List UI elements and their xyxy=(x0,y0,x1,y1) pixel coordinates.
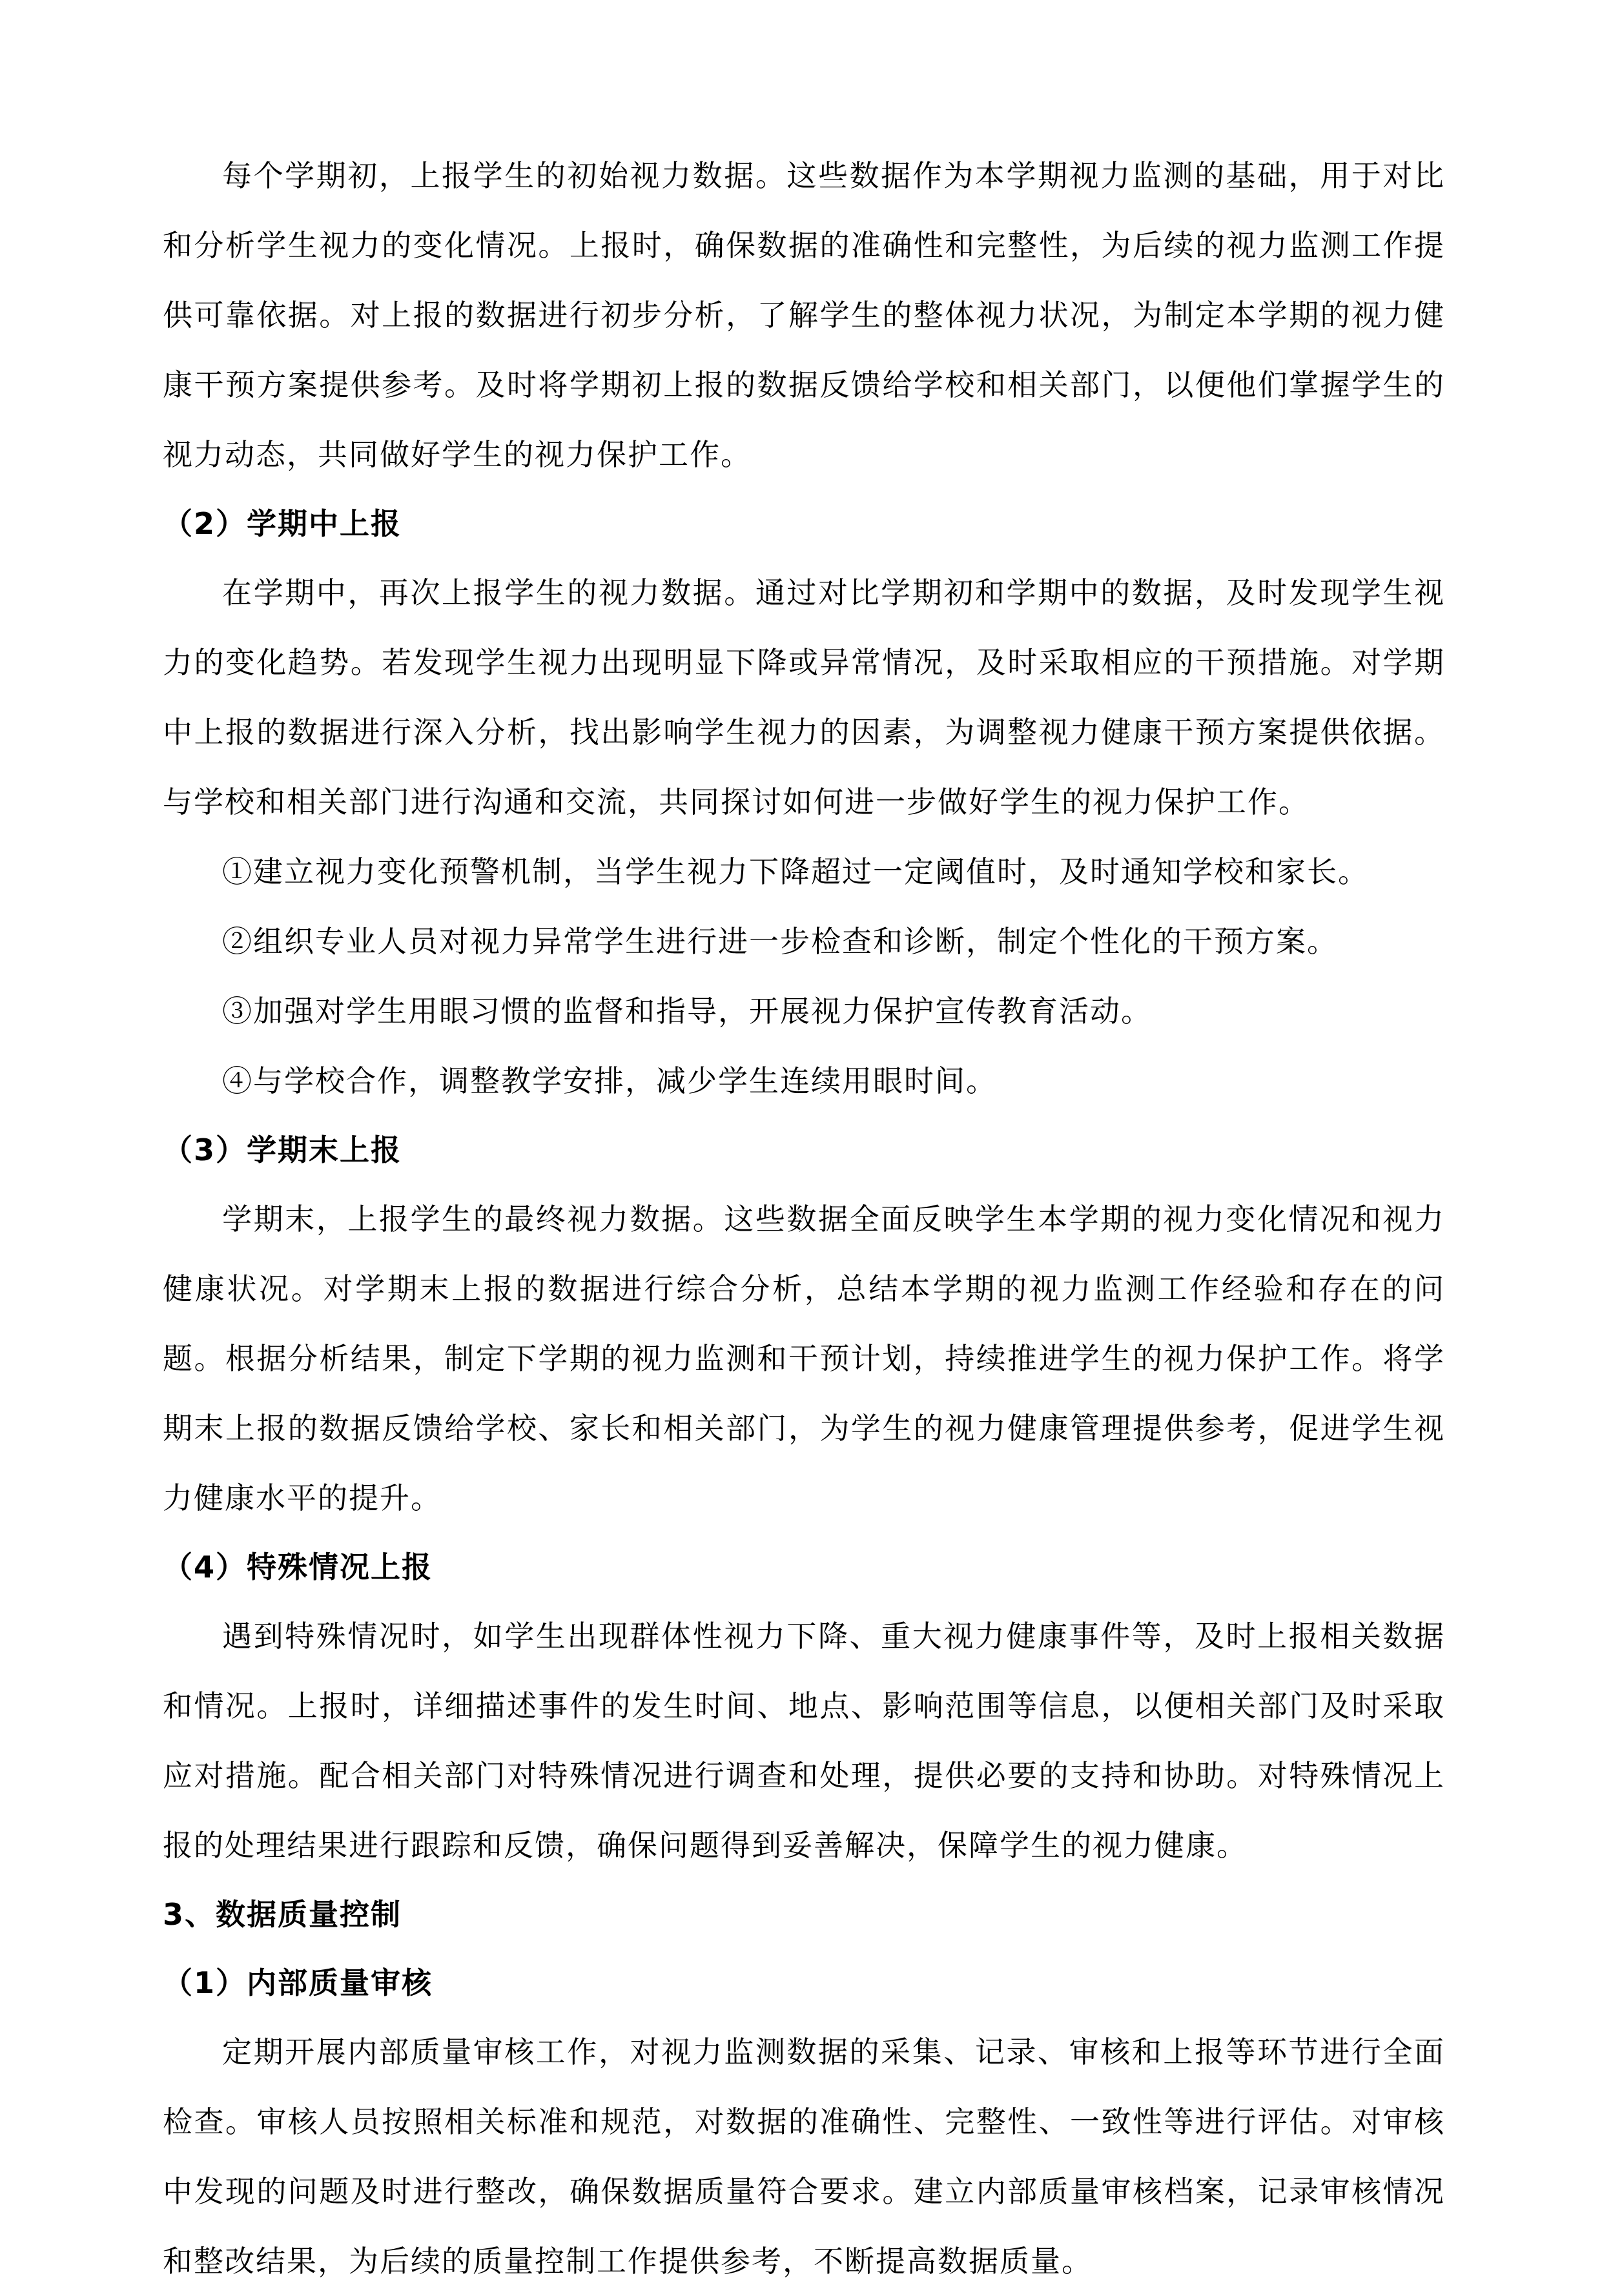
paragraph-internal-audit: 定期开展内部质量审核工作，对视力监测数据的采集、记录、审核和上报等环节进行全面检查。审核人员按照相关标准和规范，对数据的准确性、完整性、一致性等进行评估。对审核中发现的问题及时进行整改，确保数据质量符合要求。建立内部质量审核档案，记录审核情况和整改结果，为后续的质量控制工作提供参考，不断提高数据质量。 xyxy=(163,2035,1445,2279)
list-item: ①建立视力变化预警机制，当学生视力下降超过一定阈值时，及时通知学校和家长。 xyxy=(222,854,1369,889)
heading-data-quality: 3、数据质量控制 xyxy=(163,1897,402,1932)
heading-internal-audit: （1）内部质量审核 xyxy=(163,1965,433,2000)
paragraph-semester-end: 学期末，上报学生的最终视力数据。这些数据全面反映学生本学期的视力变化情况和视力健康状况。对学期末上报的数据进行综合分析，总结本学期的视力监测工作经验和存在的问题。根据分析结果，制定下学期的视力监测和干预计划，持续推进学生的视力保护工作。将学期末上报的数据反馈给学校、家长和相关部门，为学生的视力健康管理提供参考，促进学生视力健康水平的提升。 xyxy=(163,1202,1445,1515)
document-body xyxy=(163,141,1445,2296)
heading-mid-semester: （2）学期中上报 xyxy=(163,506,402,541)
list-item: ③加强对学生用眼习惯的监督和指导，开展视力保护宣传教育活动。 xyxy=(222,994,1152,1029)
paragraph-mid-semester: 在学期中，再次上报学生的视力数据。通过对比学期初和学期中的数据，及时发现学生视力的变化趋势。若发现学生视力出现明显下降或异常情况，及时采取相应的干预措施。对学期中上报的数据进行深入分析，找出影响学生视力的因素，为调整视力健康干预方案提供依据。与学校和相关部门进行沟通和交流，共同探讨如何进一步做好学生的视力保护工作。 xyxy=(163,575,1445,819)
paragraph-special-cases: 遇到特殊情况时，如学生出现群体性视力下降、重大视力健康事件等，及时上报相关数据和情况。上报时，详细描述事件的发生时间、地点、影响范围等信息，以便相关部门及时采取应对措施。配合相关部门对特殊情况进行调查和处理，提供必要的支持和协助。对特殊情况上报的处理结果进行跟踪和反馈，确保问题得到妥善解决，保障学生的视力健康。 xyxy=(163,1619,1445,1863)
heading-special-cases: （4）特殊情况上报 xyxy=(163,1550,433,1584)
list-item: ④与学校合作，调整教学安排，减少学生连续用眼时间。 xyxy=(222,1063,997,1098)
paragraph-semester-start: 每个学期初，上报学生的初始视力数据。这些数据作为本学期视力监测的基础，用于对比和分析学生视力的变化情况。上报时，确保数据的准确性和完整性，为后续的视力监测工作提供可靠依据。对上报的数据进行初步分析，了解学生的整体视力状况，为制定本学期的视力健康干预方案提供参考。及时将学期初上报的数据反馈给学校和相关部门，以便他们掌握学生的视力动态，共同做好学生的视力保护工作。 xyxy=(163,158,1445,472)
list-item: ②组织专业人员对视力异常学生进行进一步检查和诊断，制定个性化的干预方案。 xyxy=(222,924,1338,959)
heading-semester-end: （3）学期末上报 xyxy=(163,1133,402,1167)
